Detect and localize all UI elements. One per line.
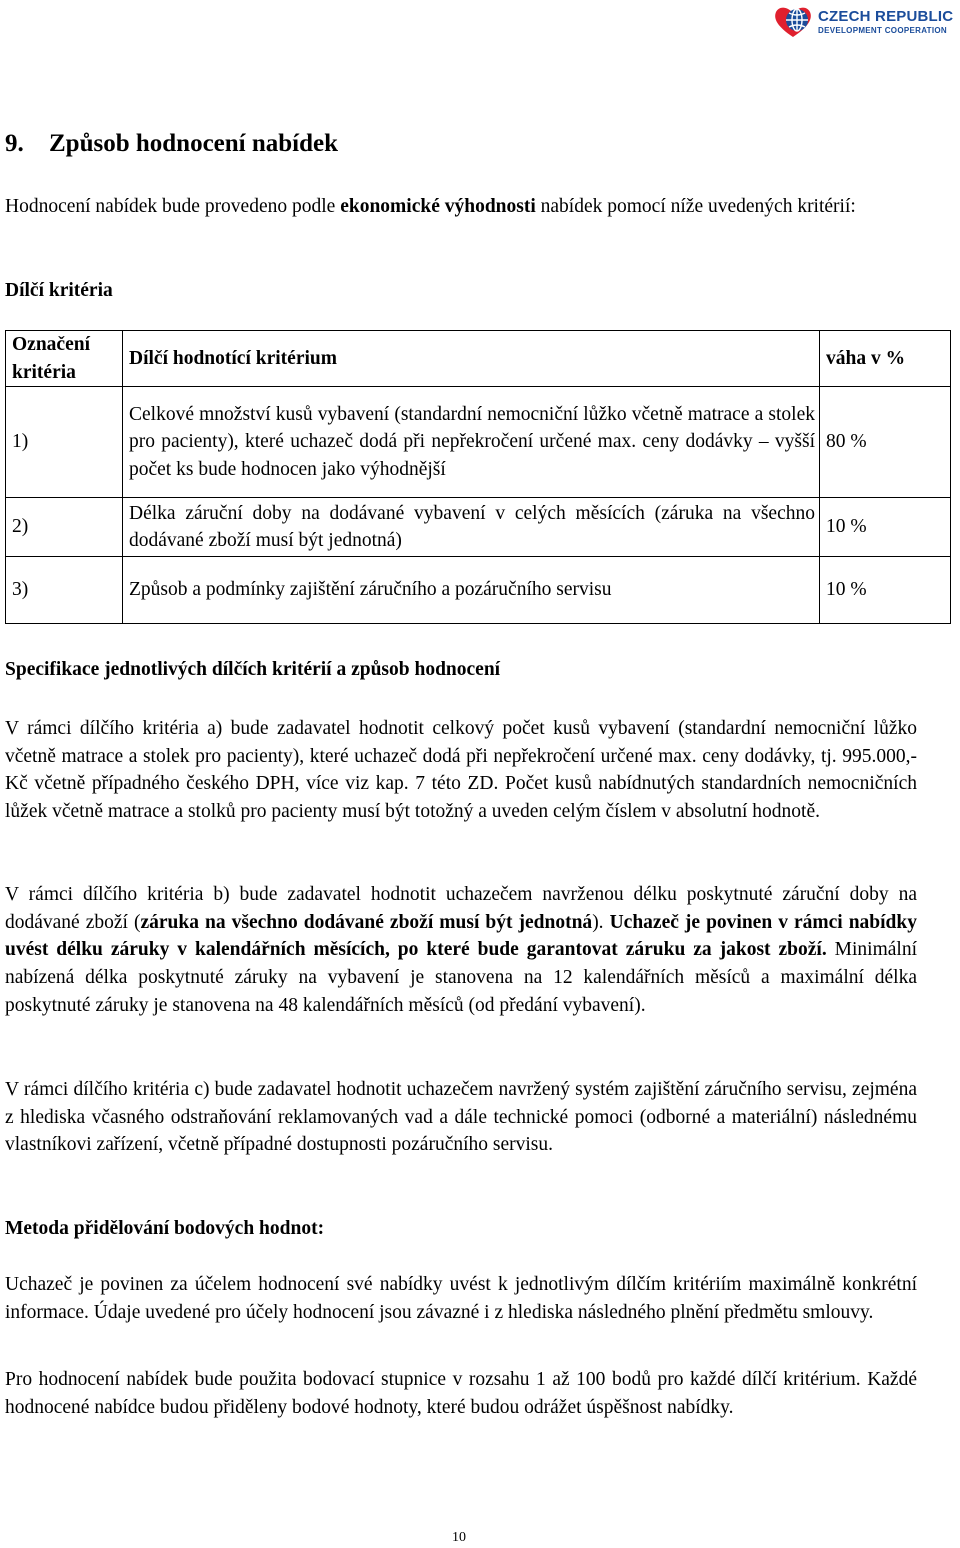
logo-title: CZECH REPUBLIC	[818, 8, 954, 25]
table-row	[6, 387, 951, 498]
criteria-table	[5, 330, 951, 624]
para-b-text: Minimální nabízená délka poskytnuté záruky na vybavení je stanovena na 12 kalendářních měsíců a maximální délka poskytnuté záruky je stanovena na 48 kalendářních měsíců (od předání vybavení).	[5, 939, 917, 1016]
section-title: Způsob hodnocení nabídek	[49, 130, 339, 157]
para-b-bold-obligation: Uchazeč je povinen v rámci nabídky uvést délku záruky v kalendářních měsících, po které bude garantovat záruku za jakost zboží.	[5, 911, 917, 961]
page-number: 10	[452, 1530, 466, 1545]
row-weight: 10 %	[820, 498, 951, 557]
row-criterion: Celkové množství kusů vybavení (standardní nemocniční lůžko včetně matrace a stolek pro pacienty), které uchazeč dodá při nepřekročení určené max. ceny dodávky – vyšší počet ks bude hodnocen jako výhodnější	[123, 387, 820, 498]
row-label: 3)	[6, 557, 123, 624]
header-criterion: Dílčí hodnotící kritérium	[123, 331, 820, 387]
row-criterion: Způsob a podmínky zajištění záručního a pozáručního servisu	[123, 557, 820, 624]
intro-paragraph	[5, 193, 917, 221]
paragraph-criterion-c: V rámci dílčího kritéria c) bude zadavatel hodnotit uchazečem navržený systém zajištění záručního servisu, zejména z hlediska včasného odstraňování reklamovaných vad a dále technické pomoci (odborné a materiální) následnému vlastníkovi zařízení, včetně případné dostupnosti pozáručního servisu.	[5, 1079, 917, 1156]
header-weight: váha v %	[820, 331, 951, 387]
row-criterion: Délka záruční doby na dodávané vybavení v celých měsících (záruka na všechno dodávané zboží musí být jednotná)	[123, 498, 820, 557]
intro-text-end: nabídek pomocí níže uvedených kritérií:	[535, 196, 856, 217]
row-label: 2)	[6, 498, 123, 557]
globe-heart-icon	[772, 4, 814, 40]
row-label: 1)	[6, 387, 123, 498]
method-heading: Metoda přidělování bodových hodnot:	[5, 1218, 325, 1239]
paragraph-method-1: Uchazeč je povinen za účelem hodnocení své nabídky uvést k jednotlivým dílčím kritériím maximálně konkrétní informace. Údaje uvedené pro účely hodnocení jsou závazné i z hlediska následného plnění předmětu smlouvy.	[5, 1274, 917, 1323]
row-weight: 80 %	[820, 387, 951, 498]
table-row	[6, 557, 951, 624]
logo-subtitle: DEVELOPMENT COOPERATION	[818, 26, 947, 35]
section-heading	[5, 130, 338, 158]
paragraph-method-2: Pro hodnocení nabídek bude použita bodovací stupnice v rozsahu 1 až 100 bodů pro každé dílčí kritérium. Každé hodnocené nabídce budou přiděleny bodové hodnoty, které budou odrážet úspěšnost nabídky.	[5, 1369, 917, 1418]
intro-bold: ekonomické výhodnosti	[340, 196, 536, 217]
para-b-text: V rámci dílčího kritéria b) bude zadavatel hodnotit uchazečem navrženou délku poskytnuté záruční doby na dodávané zboží (	[5, 884, 917, 933]
section-number: 9.	[5, 130, 24, 157]
paragraph-criterion-b	[5, 881, 917, 1020]
para-b-bold-warranty: záruka na všechno dodávané zboží musí být jednotná	[140, 911, 593, 933]
paragraph-criterion-a: V rámci dílčího kritéria a) bude zadavatel hodnotit celkový počet kusů vybavení (standardní nemocniční lůžko včetně matrace a stolek pro pacienty), které uchazeč dodá při nepřekročení určené max. ceny dodávky, tj. 995.000,- Kč včetně případného českého DPH, více viz kap. 7 této ZD. Počet kusů nabídnutých standardních nemocničních lůžek včetně matrace a stolků pro pacienty musí být totožný a uveden celým číslem v absolutní hodnotě.	[5, 718, 917, 823]
intro-text: Hodnocení nabídek bude provedeno podle	[5, 196, 341, 217]
row-weight: 10 %	[820, 557, 951, 624]
criteria-subheading: Dílčí kritéria	[5, 280, 113, 301]
logo	[772, 4, 956, 40]
specification-heading: Specifikace jednotlivých dílčích kritérií a způsob hodnocení	[5, 659, 501, 680]
table-header-row	[6, 331, 951, 387]
header-label: Označení kritéria	[6, 331, 123, 387]
table-row	[6, 498, 951, 557]
para-b-text: ).	[592, 911, 610, 933]
